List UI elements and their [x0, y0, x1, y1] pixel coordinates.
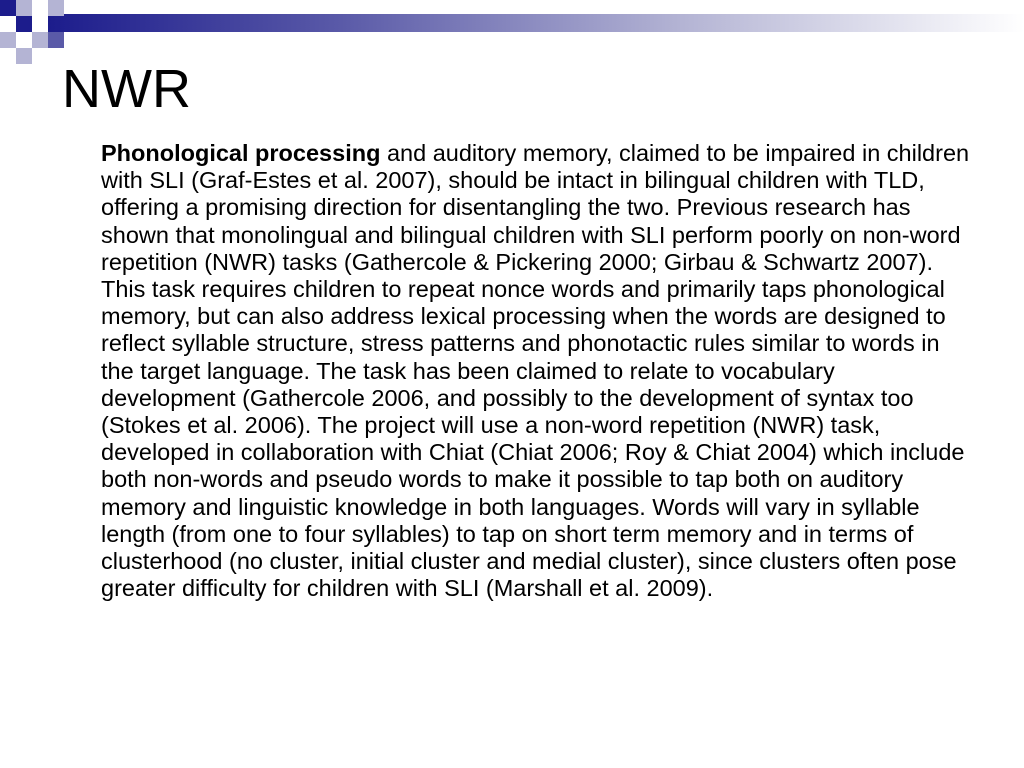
decor-square [16, 16, 32, 32]
decor-square [32, 16, 48, 32]
decor-square [48, 0, 64, 16]
decor-square [16, 0, 32, 16]
decor-square [0, 32, 16, 48]
slide-title: NWR [62, 59, 191, 119]
decor-square [32, 32, 48, 48]
body-bold-lead: Phonological processing [101, 140, 381, 166]
body-paragraph [101, 140, 971, 602]
decor-square [0, 0, 16, 16]
body-text-rest: and auditory memory, claimed to be impaired in children with SLI (Graf-Estes et al. 2007), should be intact in bilingual children with TLD, offering a promising direction for disentangling the two. Previous research has shown that monolingual and bilingual children with SLI perform poorly on non-word repetition (NWR) tasks (Gathercole & Pickering 2000; Girbau & Schwartz 2007). This task requires children to repeat nonce words and primarily taps phonological memory, but can also address lexical processing when the words are designed to reflect syllable structure, stress patterns and phonotactic rules similar to words in the target language. The task has been claimed to relate to vocabulary development (Gathercole 2006, and possibly to the development of syntax too (Stokes et al. 2006). The project will use a non-word repetition (NWR) task, developed in collaboration with Chiat (Chiat 2006; Roy & Chiat 2004) which include both non-words and pseudo words to make it possible to tap both on auditory memory and linguistic knowledge in both languages. Words will vary in syllable length (from one to four syllables) to tap on short term memory and in terms of clusterhood (no cluster, initial cluster and medial cluster), since clusters often pose greater difficulty for children with SLI (Marshall et al. 2009). [101, 140, 970, 602]
decor-square [48, 32, 64, 48]
header-gradient-bar [48, 14, 1024, 32]
decor-square [16, 48, 32, 64]
